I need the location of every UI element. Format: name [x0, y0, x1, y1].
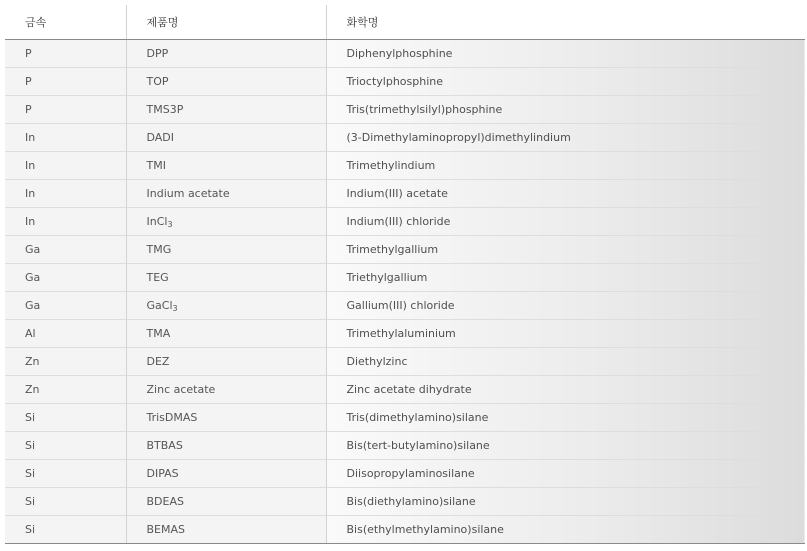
table-row: [5, 320, 805, 348]
chemical-name-cell: Gallium(III) chloride: [326, 292, 805, 320]
chemical-name-cell: Triethylgallium: [326, 264, 805, 292]
product-name-text: InCl: [146, 215, 168, 228]
chemical-name-cell: Tris(dimethylamino)silane: [326, 404, 805, 432]
table-row: [5, 460, 805, 488]
product-name-text: DPP: [146, 47, 169, 60]
product-name-cell: [126, 96, 326, 124]
product-name-text: Indium acetate: [146, 187, 230, 200]
product-name-cell: [126, 68, 326, 96]
table-row: [5, 236, 805, 264]
product-name-text: TMG: [146, 243, 172, 256]
product-name-text: BTBAS: [146, 439, 183, 452]
table-row: [5, 124, 805, 152]
chemical-name-cell: Indium(III) acetate: [326, 180, 805, 208]
product-name-text: BEMAS: [146, 523, 185, 536]
product-name-cell: [126, 404, 326, 432]
metal-cell: Zn: [5, 376, 126, 404]
metal-cell: Si: [5, 432, 126, 460]
header-chemical-name: 화학명: [326, 5, 805, 40]
metal-cell: Si: [5, 488, 126, 516]
chemical-table: [5, 5, 805, 544]
product-name-cell: [126, 292, 326, 320]
table-row: [5, 432, 805, 460]
table-row: [5, 40, 805, 68]
chemical-name-cell: Zinc acetate dihydrate: [326, 376, 805, 404]
chemical-name-cell: Bis(tert-butylamino)silane: [326, 432, 805, 460]
product-name-cell: [126, 488, 326, 516]
product-name-text: DADI: [146, 131, 175, 144]
metal-cell: P: [5, 40, 126, 68]
product-name-cell: [126, 320, 326, 348]
product-name-text: TMA: [146, 327, 171, 340]
metal-cell: Zn: [5, 348, 126, 376]
metal-cell: Si: [5, 404, 126, 432]
product-name-cell: [126, 376, 326, 404]
product-name-cell: [126, 264, 326, 292]
metal-cell: In: [5, 152, 126, 180]
chemical-name-cell: (3-Dimethylaminopropyl)dimethylindium: [326, 124, 805, 152]
header-metal: 금속: [5, 5, 126, 40]
chemical-name-cell: Diethylzinc: [326, 348, 805, 376]
chemical-name-cell: Trimethylgallium: [326, 236, 805, 264]
chemical-name-cell: Trioctylphosphine: [326, 68, 805, 96]
table-row: [5, 488, 805, 516]
chemical-name-cell: Bis(ethylmethylamino)silane: [326, 516, 805, 544]
chemical-name-cell: Bis(diethylamino)silane: [326, 488, 805, 516]
chemical-table-frame: [5, 5, 805, 545]
chemical-name-cell: Tris(trimethylsilyl)phosphine: [326, 96, 805, 124]
chemical-name-cell: Trimethylindium: [326, 152, 805, 180]
metal-cell: P: [5, 68, 126, 96]
product-name-text: Zinc acetate: [146, 383, 216, 396]
product-name-text: TEG: [146, 271, 169, 284]
metal-cell: Si: [5, 516, 126, 544]
product-name-cell: [126, 180, 326, 208]
table-row: [5, 208, 805, 236]
product-name-cell: [126, 124, 326, 152]
chemical-name-cell: Trimethylaluminium: [326, 320, 805, 348]
header-row: [5, 5, 805, 40]
product-name-cell: [126, 348, 326, 376]
table-row: [5, 292, 805, 320]
metal-cell: Ga: [5, 264, 126, 292]
product-name-text: TMI: [146, 159, 166, 172]
product-name-text: DIPAS: [146, 467, 179, 480]
table-row: [5, 348, 805, 376]
product-name-cell: [126, 40, 326, 68]
product-name-text: DEZ: [146, 355, 170, 368]
metal-cell: Ga: [5, 292, 126, 320]
table-row: [5, 96, 805, 124]
table-row: [5, 516, 805, 544]
table-row: [5, 180, 805, 208]
metal-cell: Si: [5, 460, 126, 488]
product-name-subscript: 3: [172, 304, 178, 313]
metal-cell: In: [5, 124, 126, 152]
product-name-text: GaCl: [146, 299, 173, 312]
table-row: [5, 376, 805, 404]
table-row: [5, 264, 805, 292]
product-name-text: TrisDMAS: [146, 411, 198, 424]
product-name-text: TMS3P: [146, 103, 184, 116]
product-name-cell: [126, 432, 326, 460]
table-row: [5, 152, 805, 180]
header-product-name: 제품명: [126, 5, 326, 40]
chemical-name-cell: Diphenylphosphine: [326, 40, 805, 68]
table-row: [5, 404, 805, 432]
product-name-cell: [126, 152, 326, 180]
metal-cell: Al: [5, 320, 126, 348]
product-name-cell: [126, 460, 326, 488]
table-body: [5, 40, 805, 544]
table-row: [5, 68, 805, 96]
metal-cell: In: [5, 180, 126, 208]
metal-cell: Ga: [5, 236, 126, 264]
product-name-subscript: 3: [167, 220, 173, 229]
product-name-text: TOP: [146, 75, 169, 88]
product-name-cell: [126, 208, 326, 236]
product-name-text: BDEAS: [146, 495, 184, 508]
chemical-name-cell: Diisopropylaminosilane: [326, 460, 805, 488]
metal-cell: P: [5, 96, 126, 124]
product-name-cell: [126, 516, 326, 544]
chemical-name-cell: Indium(III) chloride: [326, 208, 805, 236]
product-name-cell: [126, 236, 326, 264]
metal-cell: In: [5, 208, 126, 236]
